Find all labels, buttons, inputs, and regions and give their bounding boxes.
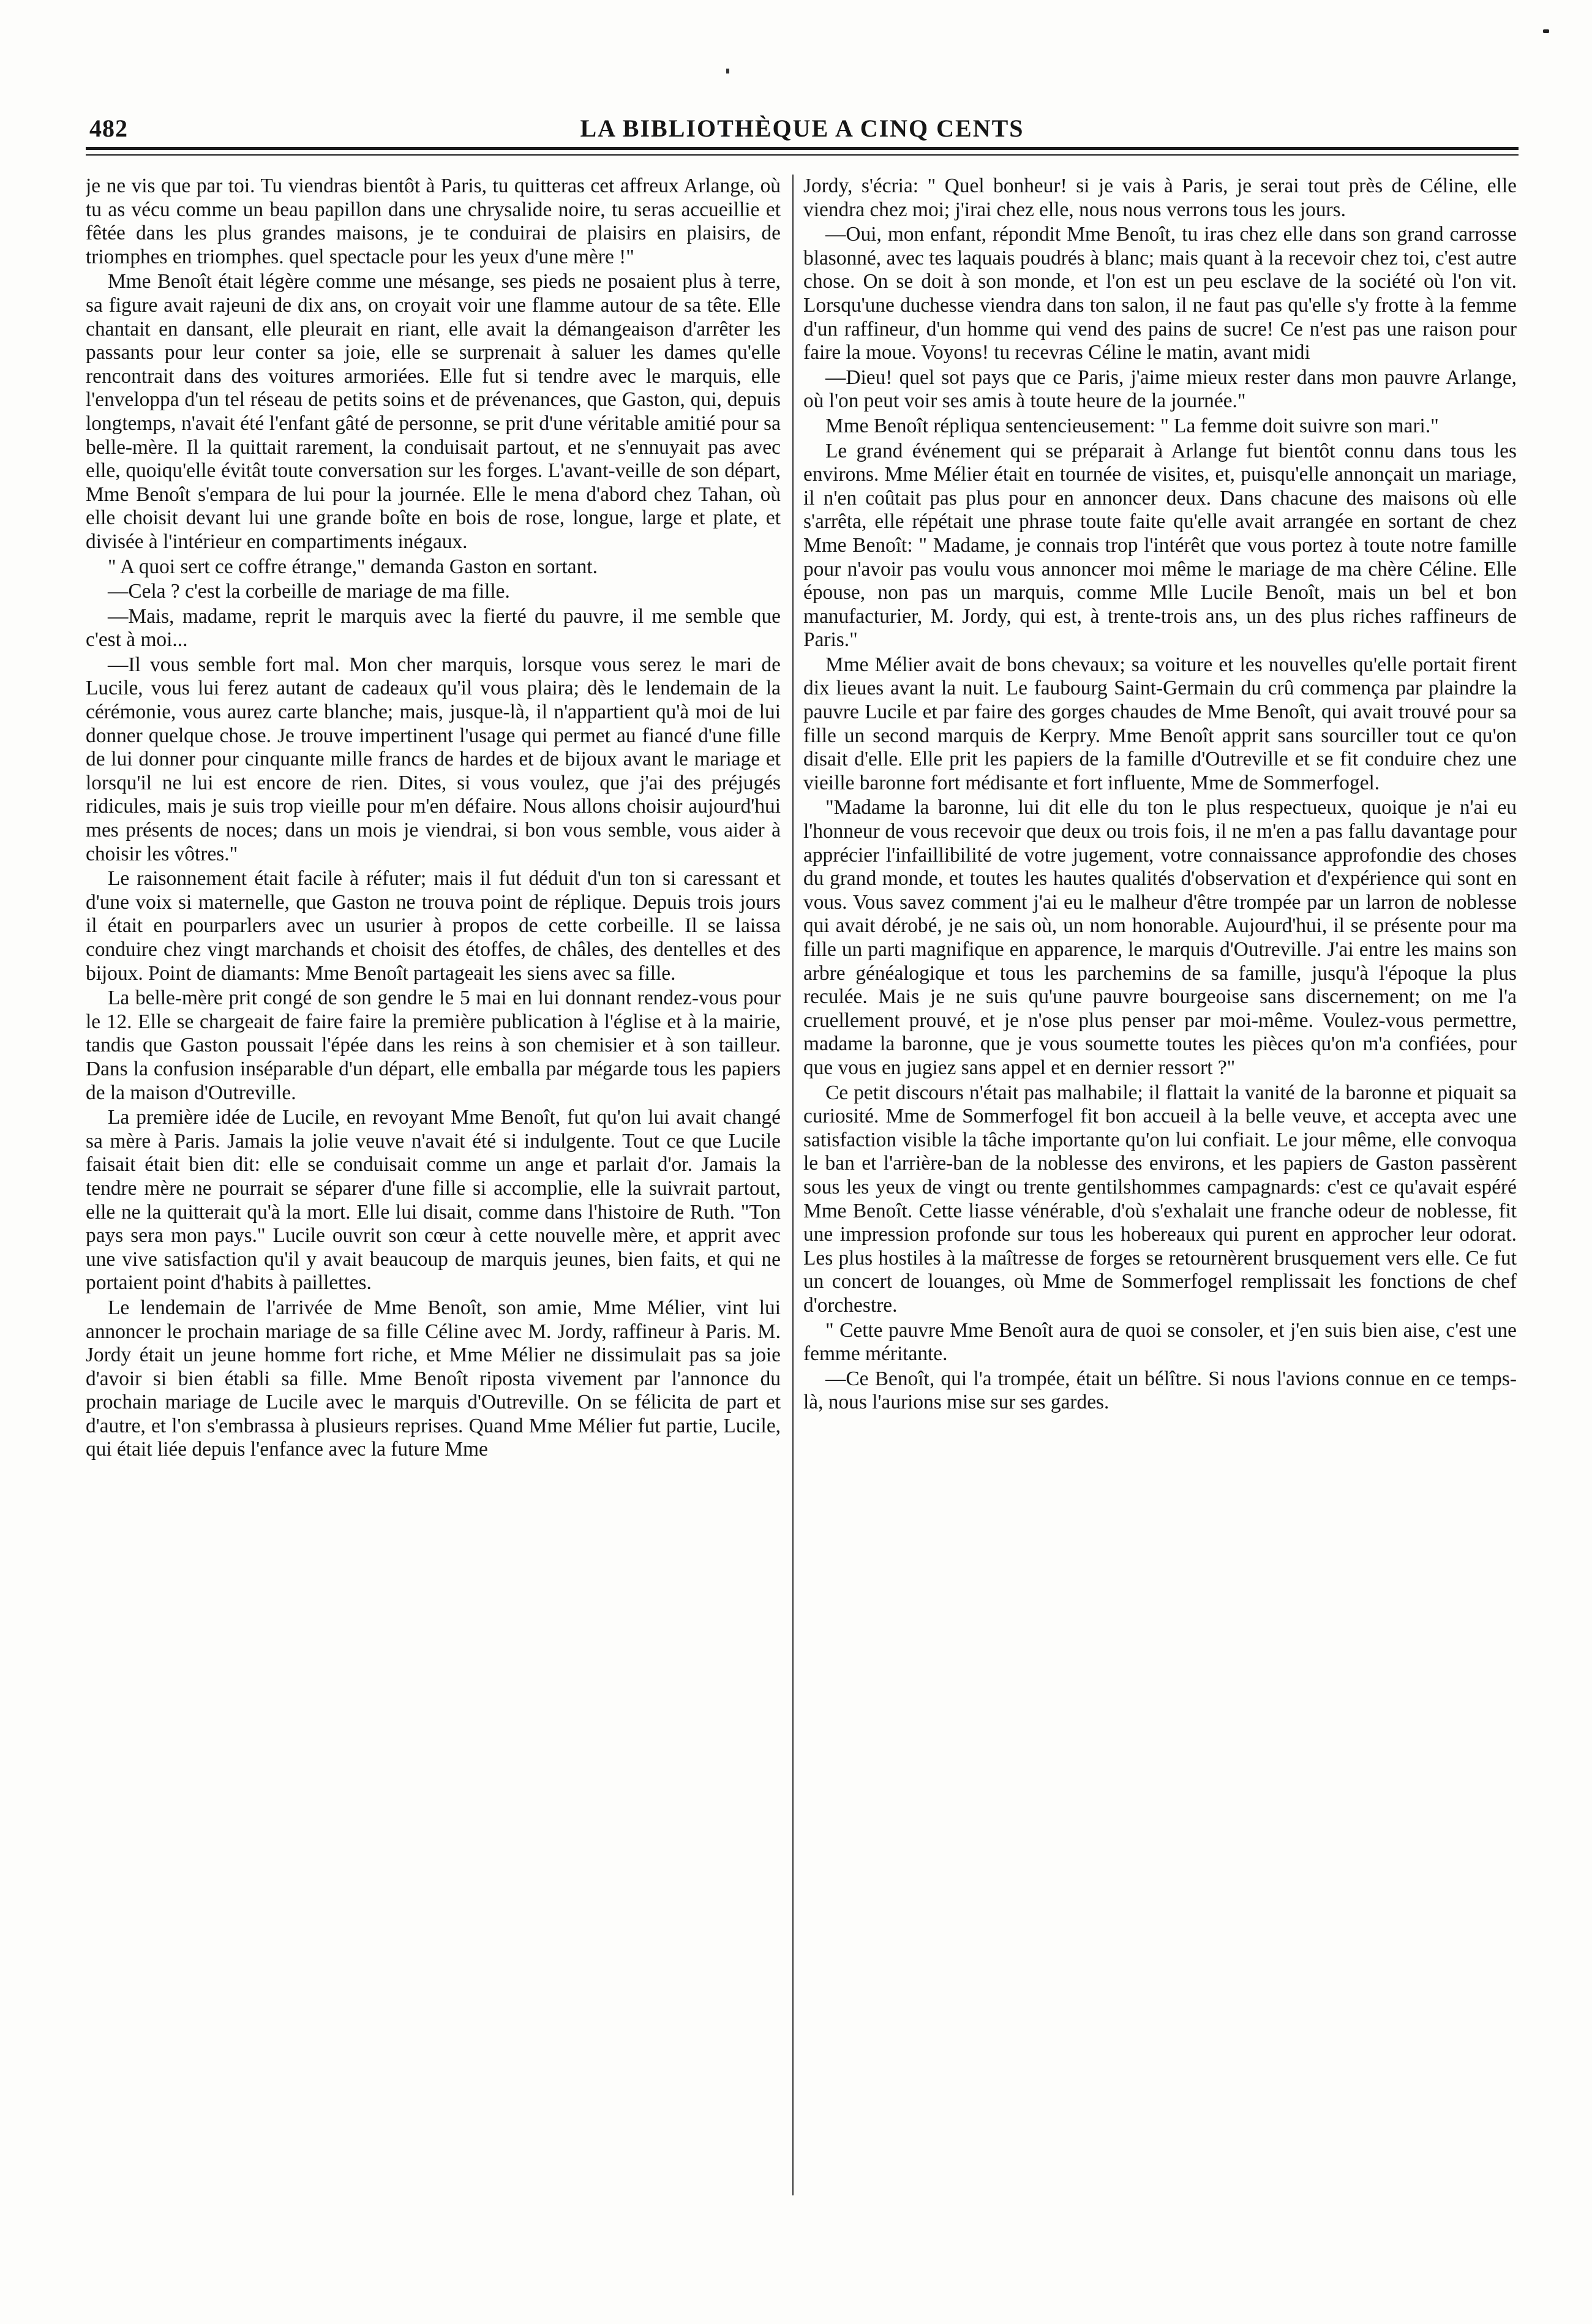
running-title: LA BIBLIOTHÈQUE A CINQ CENTS <box>580 115 1024 142</box>
page-number: 482 <box>89 115 128 142</box>
paragraph: —Dieu! quel sot pays que ce Paris, j'aime mieux rester dans mon pauvre Arlange, où l'on peut voir ses amis à toute heure de la journée." <box>803 366 1517 413</box>
header-rule-thick <box>86 147 1519 150</box>
paragraph: "Madame la baronne, lui dit elle du ton le plus respectueux, quoique je n'ai eu l'honneur de vous recevoir que deux ou trois fois, il ne m'en a pas fallu davantage pour apprécier l'infaillibilité de votre jugement, votre connaissance approfondie des choses du grand monde, et toutes les hautes qualités d'observation et d'expérience qui sont en vous. Vous savez comment j'ai eu le malheur d'être trompée par un larron de noblesse qui avait dérobé, je ne sais où, un nom honorable. Aujourd'hui, il se présente pour ma fille un parti magnifique en apparence, le marquis d'Outreville. J'ai entre les mains son arbre généalogique et tous les parchemins de sa famille, jusqu'à l'époque la plus reculée. Mais je ne suis qu'une pauvre bourgeoise sans discernement; on me l'a cruellement prouvé, et je n'ose plus penser par moi-même. Voulez-vous permettre, madame la baronne, que je vous soumette toutes les pièces qu'on m'a confiées, pour que vous en jugiez sans appel et en dernier ressort ?" <box>803 796 1517 1079</box>
paragraph: Le grand événement qui se préparait à Arlange fut bientôt connu dans tous les environs. Mme Mélier était en tournée de visites, et, puisqu'elle annonçait un mariage, il n'en coûtait pas plus pour en annoncer deux. Dans chacune des maisons où elle s'arrêta, elle répétait une phrase toute faite qu'elle avait arrangée en sortant de chez Mme Benoît: " Madame, je connais trop l'intérêt que vous portez à toute notre famille pour n'avoir pas voulu vous annoncer moi même le mariage de ma chère Céline. Elle épouse, non pas un marquis, comme Mlle Lucile Benoît, mais un bel et bon manufacturier, M. Jordy, qui est, à trente-trois ans, un des plus riches raffineurs de Paris." <box>803 439 1517 652</box>
paragraph: Ce petit discours n'était pas malhabile; il flattait la vanité de la baronne et piquait sa curiosité. Mme de Sommerfogel fit bon accueil à la belle veuve, et accepta avec une satisfaction visible la tâche importante qu'on lui confiait. Le jour même, elle convoqua le ban et l'arrière-ban de la noblesse des environs, et les papiers de Gaston passèrent sous les yeux de vingt ou trente gentilshommes campagnards: c'est ce qu'avait espéré Mme Benoît. Cette liasse vénérable, d'où s'exhalait une franche odeur de noblesse, fit une impression profonde sur tous les hobereaux qui purent en approcher leur odorat. Les plus hostiles à la maîtresse de forges se retournèrent brusquement vers elle. Ce fut un concert de louanges, où Mme de Sommerfogel remplissait les fonctions de chef d'orchestre. <box>803 1081 1517 1317</box>
paragraph: Le lendemain de l'arrivée de Mme Benoît, son amie, Mme Mélier, vint lui annoncer le prochain mariage de sa fille Céline avec M. Jordy, raffineur à Paris. M. Jordy était un jeune homme fort riche, et Mme Mélier ne dissimulait pas sa joie d'avoir si bien établi sa fille. Mme Benoît riposta vivement par l'annonce du prochain mariage de Lucile avec le marquis d'Outreville. On se félicita de part et d'autre, et l'on s'embrassa à plusieurs reprises. Quand Mme Mélier fut partie, Lucile, qui était liée depuis l'enfance avec la future Mme <box>86 1296 781 1461</box>
paragraph: La belle-mère prit congé de son gendre le 5 mai en lui donnant rendez-vous pour le 12. Elle se chargeait de faire faire la première publication à l'église et à la mairie, tandis que Gaston poussait l'épée dans les reins à son chemisier et à son tailleur. Dans la confusion inséparable d'un départ, elle emballa par mégarde tous les papiers de la maison d'Outreville. <box>86 987 781 1104</box>
paragraph: —Oui, mon enfant, répondit Mme Benoît, tu iras chez elle dans son grand carrosse blasonné, avec tes laquais poudrés à blanc; mais quant à la recevoir chez toi, c'est autre chose. On se doit à son monde, et l'on est un peu esclave de la société où l'on vit. Lorsqu'une duchesse viendra dans ton salon, il ne faut pas qu'elle s'y frotte à la femme d'un raffineur, d'un homme qui vend des pains de sucre! Ce n'est pas une raison pour faire la moue. Voyons! tu recevras Céline le matin, avant midi <box>803 223 1517 364</box>
paragraph: Jordy, s'écria: " Quel bonheur! si je vais à Paris, je serai tout près de Céline, elle viendra chez moi; j'irai chez elle, nous nous verrons tous les jours. <box>803 175 1517 221</box>
paragraph: Le raisonnement était facile à réfuter; mais il fut déduit d'un ton si caressant et d'une voix si maternelle, que Gaston ne trouva point de réplique. Depuis trois jours il était en pourparlers avec un usurier à propos de cette corbeille. Il se laissa conduire chez vingt marchands et choisit des étoffes, de châles, des dentelles et des bijoux. Point de diamants: Mme Benoît partageait les siens avec sa fille. <box>86 867 781 985</box>
paragraph: je ne vis que par toi. Tu viendras bientôt à Paris, tu quitteras cet affreux Arlange, où tu as vécu comme un beau papillon dans une chrysalide noire, tu seras accueillie et fêtée dans les plus grandes maisons, je te conduirai de plaisirs en plaisirs, de triomphes en triomphes. quel spectacle pour les yeux d'une mère !" <box>86 175 781 268</box>
column-divider <box>792 175 794 2195</box>
right-column <box>803 175 1517 2195</box>
paragraph: Mme Benoît était légère comme une mésange, ses pieds ne posaient plus à terre, sa figure avait rajeuni de dix ans, on croyait voir une flamme autour de sa tête. Elle chantait en dansant, elle pleurait en riant, elle avait la démangeaison d'arrêter les passants pour leur conter sa joie, elle se surprenait à saluer les dames qu'elle rencontrait dans des voitures armoriées. Elle fut si tendre avec le marquis, elle l'enveloppa d'un tel réseau de petits soins et de prévenances, que Gaston, qui, depuis longtemps, n'avait été l'enfant gâté de personne, se prit d'une véritable amitié pour sa belle-mère. Il la quittait rarement, la conduisait partout, et ne s'ennuyait pas avec elle, quoiqu'elle évitât toute conversation sur les forges. L'avant-veille de son départ, Mme Benoît s'empara de lui pour la journée. Elle le mena d'abord chez Tahan, où elle choisit devant lui une grande boîte en bois de rose, longue, large et plate, et divisée à l'intérieur en compartiments inégaux. <box>86 270 781 553</box>
paragraph: La première idée de Lucile, en revoyant Mme Benoît, fut qu'on lui avait changé sa mère à Paris. Jamais la jolie veuve n'avait été si indulgente. Tout ce que Lucile faisait était bien dit: elle se conduisait comme un ange et parlait d'or. Jamais la tendre mère ne pourrait se séparer d'une fille si accomplie, elle la suivrait partout, elle ne la quitterait qu'à la mort. Elle lui disait, comme dans l'histoire de Ruth. "Ton pays sera mon pays." Lucile ouvrit son cœur à cette nouvelle mère, et apprit avec une vive satisfaction qu'il y avait beaucoup de marquis jeunes, bien faits, et qui ne portaient point d'habits à paillettes. <box>86 1106 781 1295</box>
print-speck <box>726 69 729 73</box>
paragraph: —Cela ? c'est la corbeille de mariage de ma fille. <box>108 580 510 603</box>
header-rule-thin <box>86 154 1519 156</box>
left-column <box>86 175 781 2195</box>
paragraph: —Ce Benoît, qui l'a trompée, était un bélître. Si nous l'avions connue en ce temps-là, nous l'aurions mise sur ses gardes. <box>803 1367 1517 1414</box>
paragraph: " A quoi sert ce coffre étrange," demanda Gaston en sortant. <box>108 555 598 578</box>
paragraph: Mme Benoît répliqua sentencieusement: " La femme doit suivre son mari." <box>825 414 1439 437</box>
paragraph: —Il vous semble fort mal. Mon cher marquis, lorsque vous serez le mari de Lucile, vous lui ferez autant de cadeaux qu'il vous plaira; dès le lendemain de la cérémonie, vous aurez carte blanche; mais, jusque-là, il n'appartient qu'à moi de lui donner quelque chose. Je trouve impertinent l'usage qui permet au fiancé d'une fille de lui donner pour cinquante mille francs de hardes et de bijoux avant le mariage et lorsqu'il ne lui est encore de rien. Dites, si vous voulez, que j'ai des préjugés ridicules, mais je suis trop vieille pour m'en défaire. Nous allons choisir aujourd'hui mes présents de noces; dans un mois je viendrai, si bon vous semble, vous aider à choisir les vôtres." <box>86 653 781 865</box>
paragraph: —Mais, madame, reprit le marquis avec la fierté du pauvre, il me semble que c'est à moi... <box>86 604 781 652</box>
paragraph: " Cette pauvre Mme Benoît aura de quoi se consoler, et j'en suis bien aise, c'est une femme méritante. <box>803 1318 1517 1366</box>
corner-mark <box>1543 29 1549 33</box>
paragraph: Mme Mélier avait de bons chevaux; sa voiture et les nouvelles qu'elle portait firent dix lieues avant la nuit. Le faubourg Saint-Germain du crû commença par plaindre la pauvre Lucile et par faire des gorges chaudes de Mme Benoît, qui avait trouvé pour sa fille un second marquis de Kerpry. Mme Benoît apprit sans sourciller tout ce qu'on disait d'elle. Elle prit les papiers de la famille d'Outreville et se fit conduire chez une vieille baronne fort médisante et fort influente, Mme de Sommerfogel. <box>803 653 1517 794</box>
page-header <box>86 110 1519 149</box>
